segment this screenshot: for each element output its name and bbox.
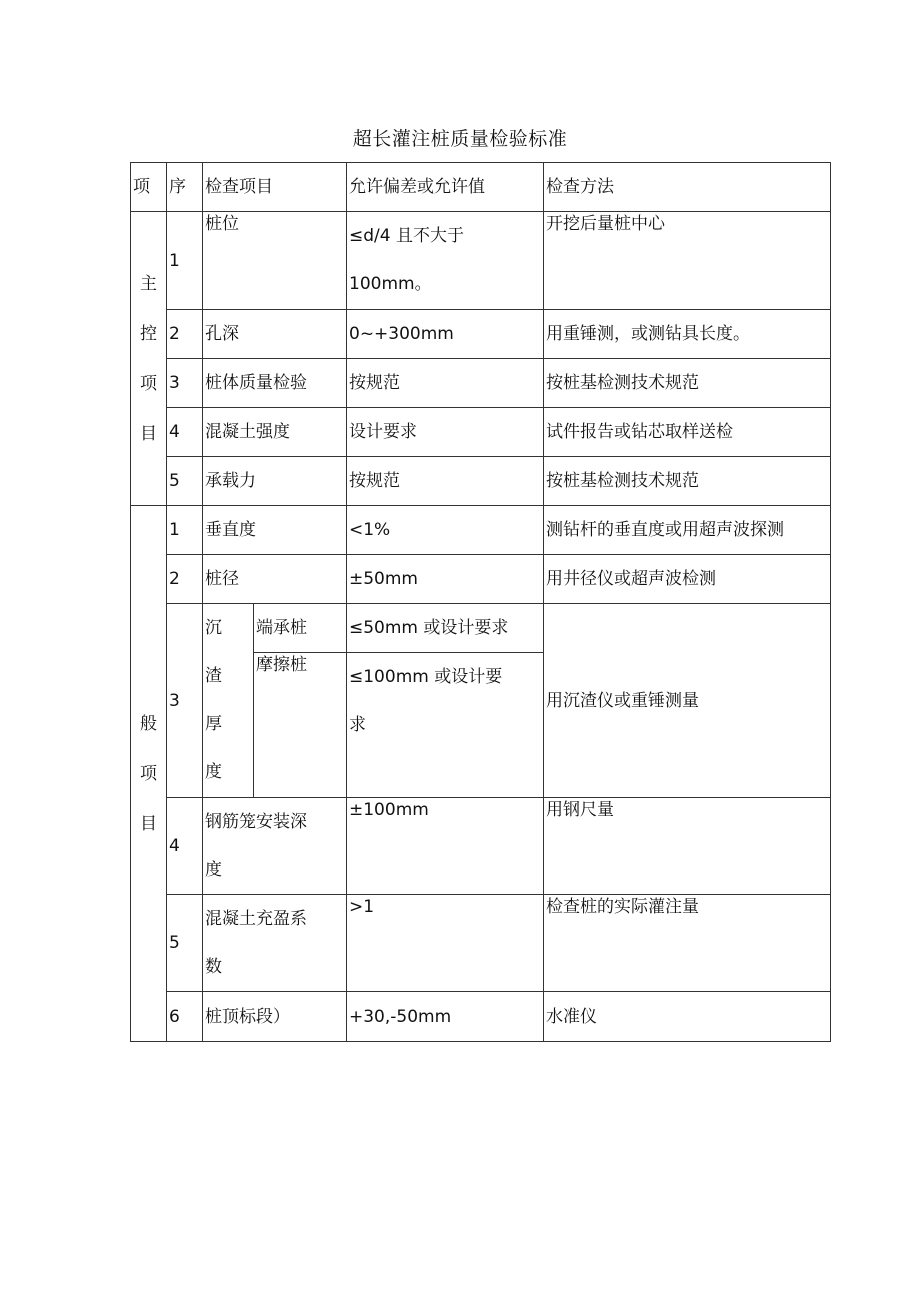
header-item: 检查项目 — [203, 163, 347, 212]
row-index: 6 — [167, 992, 203, 1042]
row-tolerance: ≤50mm 或设计要求 — [347, 604, 544, 653]
row-subitem: 摩擦桩 — [254, 653, 347, 798]
row-index: 3 — [167, 604, 203, 798]
row-index: 1 — [167, 212, 203, 310]
row-method: 按桩基检测技术规范 — [544, 457, 831, 506]
row-item: 桩径 — [203, 555, 347, 604]
row-tolerance: 0~+300mm — [347, 310, 544, 359]
row-item: 孔深 — [203, 310, 347, 359]
row-index: 5 — [167, 457, 203, 506]
page-title: 超长灌注桩质量检验标准 — [352, 128, 568, 150]
row-method: 按桩基检测技术规范 — [544, 359, 831, 408]
table-row — [131, 506, 831, 555]
row-tolerance: 按规范 — [347, 457, 544, 506]
row-tolerance: ≤d/4 且不大于 100mm。 — [347, 212, 544, 310]
row-tolerance: +30,-50mm — [347, 992, 544, 1042]
row-item: 桩顶标段） — [203, 992, 347, 1042]
table-row — [131, 359, 831, 408]
row-tolerance: 设计要求 — [347, 408, 544, 457]
row-tolerance: 按规范 — [347, 359, 544, 408]
row-item: 桩体质量检验 — [203, 359, 347, 408]
header-row — [131, 163, 831, 212]
row-item: 垂直度 — [203, 506, 347, 555]
row-method: 水准仪 — [544, 992, 831, 1042]
header-tolerance: 允许偏差或允许值 — [347, 163, 544, 212]
row-method: 检查桩的实际灌注量 — [544, 895, 831, 992]
row-tolerance: >1 — [347, 895, 544, 992]
header-index: 序 — [167, 163, 203, 212]
row-index: 2 — [167, 555, 203, 604]
row-method: 用井径仪或超声波检测 — [544, 555, 831, 604]
table-row — [131, 408, 831, 457]
table-row — [131, 798, 831, 895]
row-item: 混凝土充盈系 数 — [203, 895, 347, 992]
row-tolerance: <1% — [347, 506, 544, 555]
row-item: 承载力 — [203, 457, 347, 506]
row-index: 3 — [167, 359, 203, 408]
row-method: 测钻杆的垂直度或用超声波探测 — [544, 506, 831, 555]
header-category: 项 — [131, 163, 167, 212]
row-index: 2 — [167, 310, 203, 359]
table-row — [131, 555, 831, 604]
table-row — [131, 457, 831, 506]
row-index: 1 — [167, 506, 203, 555]
row-method: 试件报告或钻芯取样送检 — [544, 408, 831, 457]
table-row — [131, 310, 831, 359]
row-item: 钢筋笼安装深 度 — [203, 798, 347, 895]
row-item-sediment: 沉 渣 厚 度 — [203, 604, 254, 798]
row-index: 4 — [167, 408, 203, 457]
row-item: 混凝土强度 — [203, 408, 347, 457]
category-general: 般 项 目 — [131, 506, 167, 1042]
row-tolerance: ≤100mm 或设计要 求 — [347, 653, 544, 798]
row-method: 用重锤测，或测钻具长度。 — [544, 310, 831, 359]
row-subitem: 端承桩 — [254, 604, 347, 653]
row-method: 用沉渣仪或重锤测量 — [544, 604, 831, 798]
row-tolerance: ±50mm — [347, 555, 544, 604]
quality-standard-table — [130, 162, 831, 1042]
row-method: 开挖后量桩中心 — [544, 212, 831, 310]
table-row — [131, 604, 831, 653]
category-main-control: 主 控 项 目 — [131, 212, 167, 506]
row-index: 5 — [167, 895, 203, 992]
row-method: 用钢尺量 — [544, 798, 831, 895]
row-index: 4 — [167, 798, 203, 895]
table-row — [131, 895, 831, 992]
row-item: 桩位 — [203, 212, 347, 310]
header-method: 检查方法 — [544, 163, 831, 212]
row-tolerance: ±100mm — [347, 798, 544, 895]
table-row — [131, 212, 831, 310]
table-row — [131, 992, 831, 1042]
